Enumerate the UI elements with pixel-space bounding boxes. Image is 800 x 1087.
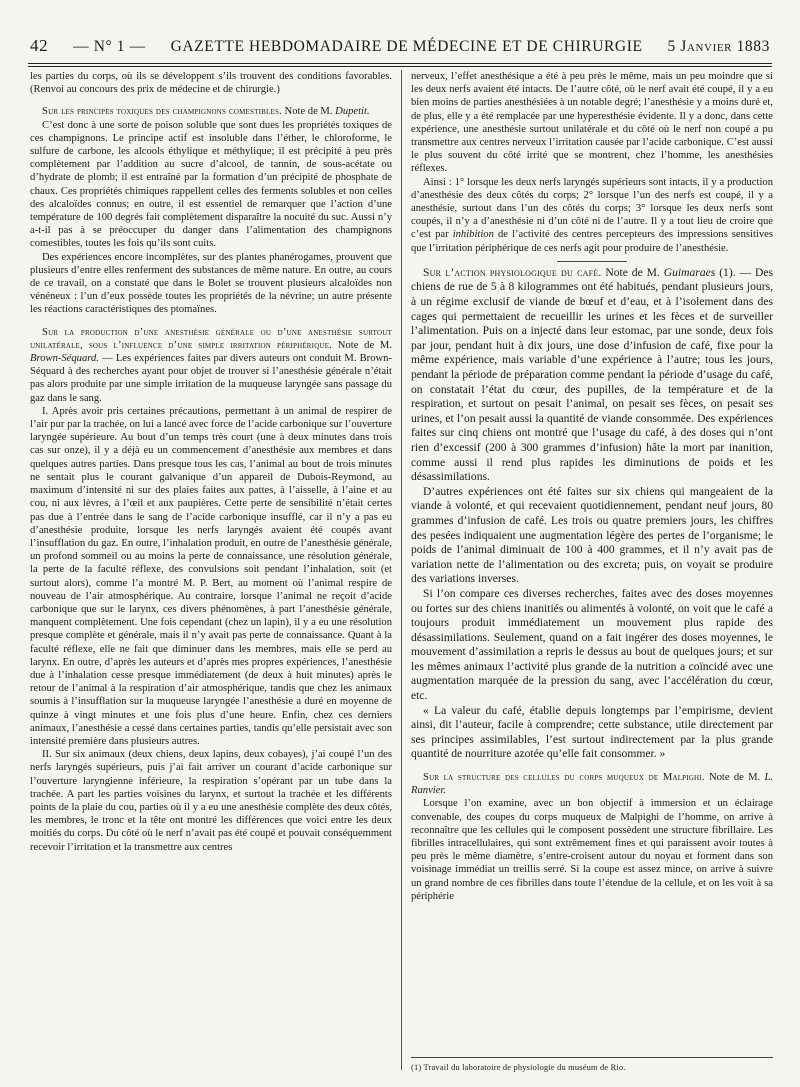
journal-title: GAZETTE HEBDOMADAIRE DE MÉDECINE ET DE CHIRURGIE [170, 38, 643, 55]
section-separator [557, 261, 627, 262]
cafe-section [411, 266, 773, 762]
paragraph: « La valeur du café, établie depuis longtemps par l’empirisme, devient ainsi, dit l’auteur, facile à comprendre; cette substance, utile directement par ses principes assimilables, l’est surtout indirectement par la plus grande quantité de nourriture azotée qu’elle fait consommer. » [411, 703, 773, 761]
text-run: Ainsi : 1° lorsque les deux nerfs laryngés supérieurs sont intacts, il y a production d’anesthésie des deux côtés du corps; 2° lorsque l’un des nerfs est coupé, il y a anesthésie, surtout dans l’un des côtés du corps; 3° lorsque les deux nerfs sont coupés, il n’y a d’anesthésie ni d’un côté ni de l’autre. Il y a tout lieu de croire que c’est par [411, 176, 773, 241]
footnote-rule [411, 1057, 773, 1058]
section-title: Sur l’action physiologique du café. [423, 265, 602, 279]
note-label: Note de M. [337, 339, 392, 351]
paragraph [411, 176, 773, 255]
paragraph-lead: — Les expériences faites par divers auteurs ont conduit M. Brown-Séquard à des recherches ayant pour objet de trouver si l’anesthésie générale n’était pas alors produite par une simple irritation de la muqueuse laryngée sans passage du gaz dans le sang. [30, 353, 392, 404]
paragraph: II. Sur six animaux (deux chiens, deux lapins, deux cobayes), j’ai coupé l’un des nerfs laryngés supérieurs, puis j’ai fait arriver un courant d’acide carbonique sur l’ouverture laryngienne inférieure, la respiration s’opérant par un tube dans la trachée. A part les parties voisines du larynx, et surtout la trachée et les différents points de la plaie du cou, parties où il y a eu une anesthésie complète des deux côtés, les membres, le tronc et la tête ont montré les différences que voici entre les deux moitiés du corps. Du côté où le nerf n’avait pas été coupé et pouvait conséquemment recevoir l’irritation et la transmettre aux centres [30, 749, 392, 853]
header-rule-thin [28, 66, 772, 67]
section-heading-champignons [30, 105, 392, 118]
section-title: Sur les principes toxiques des champignons comestibles. [42, 106, 282, 118]
note-label: Note de M. [605, 265, 660, 279]
section-heading-malpighi [411, 771, 773, 797]
author-name: Dupetit. [335, 106, 370, 118]
left-column [30, 70, 392, 1055]
author-name: Guimaraes [663, 265, 716, 279]
paragraph: Si l’on compare ces diverses recherches, faites avec des doses moyennes ou fortes sur des chiens inanitiés ou alimentés à volonté, on voit que le café a toujours produit immédiatement un mouvement plus rapide des désassimilations. Seulement, quand on a fait ingérer des doses moyennes, le mouvement d’assimilation a repris le dessus au bout de quelques jours; et sur les mêmes animaux l’activité plus grande de la nutrition a coïncidé avec une augmentation marquée de la pression du sang, avec l’accélération du cœur, etc. [411, 586, 773, 703]
paragraph: Lorsque l’on examine, avec un bon objectif à immersion et un éclairage convenable, des coupes du corps muqueux de Malpighi de l’homme, on arrive à reconnaître que les cellules qui le composent possèdent une structure fibrillaire. Les fibrilles intracellulaires, qui sont extrêmement fines et qui paraissent avoir toutes à peu près le même diamètre, s’entre-croisent autour du noyau et forment dans son voisinage immédiat un treillis serré. Si la coupe est assez mince, on arrive à suivre un grand nombre de ces fibrilles dans toute l’étendue de la cellule, et on les voit à sa périphérie [411, 798, 773, 902]
author-name: L. Ranvier. [411, 772, 773, 797]
section-title: Sur la production d’une anesthésie générale ou d’une anesthésie surtout unilatérale, sous l’influence d’une simple irritation périphérique. [30, 326, 392, 351]
author-name: Brown-Séquard. [30, 353, 99, 365]
paragraph: I. Après avoir pris certaines précautions, permettant à un animal de respirer de l’air pur par la trachée, on lui a lancé avec force de l’acide carbonique sur l’ouverture laryngée supérieure. Au bout d’un temps très court (une à deux minutes dans trois cas sur onze), il y a déjà eu un commencement d’anesthésie aux membres et dans quelques autres parties. Dans presque tous les cas, l’animal au bout de trois minutes ne sentait plus le courant galvanique d’un appareil de Dubois-Reymond, au maximum d’intensité ni sur des plaies faites aux pattes, à l’aisselle, à l’aine et au cou, ni aux lèvres, à l’œil et aux paupières. Cette perte de sensibilité n’était certes pas due à l’entrée dans le sang de l’acide carbonique insufflé, car il n’y a pas eu d’anesthésie produite, lorsque les nerfs laryngés avaient été coupés avant l’insufflation du gaz. En outre, l’inhalation produit, en outre de l’anesthésie générale, un profond sommeil ou au moins la perte de connaissance, une résolution générale, la perte de la faculté réflexe, des convulsions soit pendant l’inhalation, soit (et surtout alors), comme l’a montré M. P. Bert, au moment où l’animal respire de nouveau de l’air atmosphérique. Au contraire, lorsque l’animal ne reçoit d’acide carbonique que sur le larynx, ces divers phénomènes, à part l’anesthésie générale, manquent complètement. Une fois cependant (chez un lapin), il y a eu une résolution presque complète et générale, mais il n’y avait pas perte de connaissance. Quant à la faculté réflexe, elle ne fait que diminuer dans les membres, mais elle se perd au larynx. En outre, d’après les auteurs et d’après mes propres expériences, l’anesthésie due à l’inhalation cesse presque immédiatement (de deux à huit minutes) après le retour de l’animal à la respiration d’air atmosphérique, tandis que chez les animaux soumis à l’insufflation sur la muqueuse laryngée l’anesthésie a duré en moyenne de quinze à vingt minutes et une fois plus d’une heure. Enfin, chez ces derniers animaux, l’anesthésie a cessé dans certaines parties, tandis qu’elle persistait avec son intensité première dans plusieurs autres. [30, 405, 392, 747]
issue-date: 5 Janvier 1883 [667, 38, 770, 55]
paragraph: nerveux, l’effet anesthésique a été à peu près le même, mais un peu moindre que si les deux nerfs avaient été intacts. De l’autre côté, où le nerf avait été coupé, il y a eu bien moins de parties anesthésiées à un notable degré; l’anesthésie y a moins duré et, de plus, elle y a été remplacée par une hyperesthésie évidente. Il y a donc, dans cette expérience, une anesthésie surtout unilatérale et du côté où le nerf non coupé a pu transmettre aux centres nerveux l’irritation causée par l’acide carbonique. C’est aussi le plus souvent du côté irrité que se montrent, chez l’homme, les anesthésies réflexes. [411, 71, 773, 175]
note-label: Note de M. [708, 772, 761, 784]
paragraph: Des expériences encore incomplètes, sur des plantes phanérogames, prouvent que plusieurs d’entre elles renferment des substances de même nature. En outre, au cours de ce travail, on a constaté que dans le Bolet se trouvent plusieurs alcaloïdes non vénéneux : l’un d’eux possède toutes les propriétés de la névrine; un autre présente les réactions caractéristiques des ptomaïnes. [30, 251, 392, 316]
paragraph: C’est donc à une sorte de poison soluble que sont dues les propriétés toxiques de ces champignons. Le principe actif est insoluble dans l’éther, le chloroforme, le sulfure de carbone, les alcools éthylique et méthylique; il est précipité à peu près complètement par l’addition au sucre d’alcool, de tannin, de sous-acétate ou d’hydrate de plomb; il est entraîné par la formation d’un précipité de phosphate de chaux. Ces propriétés chimiques rappellent celles des ferments solubles et non celles des alcaloïdes connus; en outre, il est essentiel de remarquer que l’action d’une température de 100 degrés fait complètement disparaître la nocuité du suc. Aussi n’y a-t-il pas à se préoccuper du danger dans l’alimentation des champignons comestibles, toutes les fois qu’ils sont cuits. [30, 119, 392, 250]
paragraph: les parties du corps, où ils se développent s’ils trouvent des conditions favorables. (Renvoi au concours des prix de médecine et de chirurgie.) [30, 71, 392, 96]
issue-number: — N° 1 — [73, 38, 146, 55]
section-title: Sur la structure des cellules du corps muqueux de Malpighi. [423, 772, 705, 784]
section-heading-anesthesie [30, 326, 392, 405]
page-number: 42 [30, 36, 49, 55]
running-header [30, 36, 770, 62]
right-column [411, 70, 773, 1055]
note-label: Note de M. [284, 106, 333, 118]
paragraph-lead: — Des chiens de rue de 5 à 8 kilogrammes ont été habitués, pendant plusieurs jours, à un régime exclusif de viande de bœuf et d’eau, et à l’isolement dans des cages qui permettaient de recueillir les urines et les fèces et de surveiller l’alimentation. Puis on a injecté dans leur estomac, par une sonde, deux fois par jour, pendant huit à dix jours, une dose d’infusion de café, fixe pour la même expérience, mais variable d’une expérience à l’autre; tous les jours, pendant la période de préparation comme pendant la période d’usage du café, on constatait l’état du cœur, des pupilles, de la température et de la respiration, et surtout on pesait l’animal, on pesait ses fèces, on pesait ses urines, et l’on pesait aussi la quantité de viande consommée. Des expériences faites sur cinq chiens ont montré que l’usage du café, à des doses qui n’ont rien d’excessif (200 à 300 grammes d’infusion) hâte la mort par inanition, comme aussi il rend plus rapides les diminutions de poids et les désassimilations. [411, 265, 773, 484]
header-rule [28, 63, 772, 64]
footnote: (1) Travail du laboratoire de physiologie du muséum de Rio. [411, 1063, 626, 1072]
text-run: de l’activité des centres percepteurs des impressions sensitives que l’irritation périphérique de ces nerfs agit pour produire de l’anesthésie. [411, 229, 773, 254]
paragraph: D’autres expériences ont été faites sur six chiens qui mangeaient de la viande à volonté, et qui recevaient quotidiennement, pendant neuf jours, 80 grammes d’infusion de café. Les trois ou quatre premiers jours, les chiffres des pesées indiquaient une augmentation légère des pertes de l’organisme; le poids de l’animal diminuait de 100 à 400 grammes, et il n’y avait pas de variation nette de l’alimentation ou des excreta; puis, on voyait se produire des variations inverses. [411, 484, 773, 586]
column-divider [401, 70, 402, 1070]
section-heading-cafe [411, 266, 773, 485]
emphasis: inhibition [452, 229, 494, 241]
footnote-ref: (1). [719, 265, 736, 279]
